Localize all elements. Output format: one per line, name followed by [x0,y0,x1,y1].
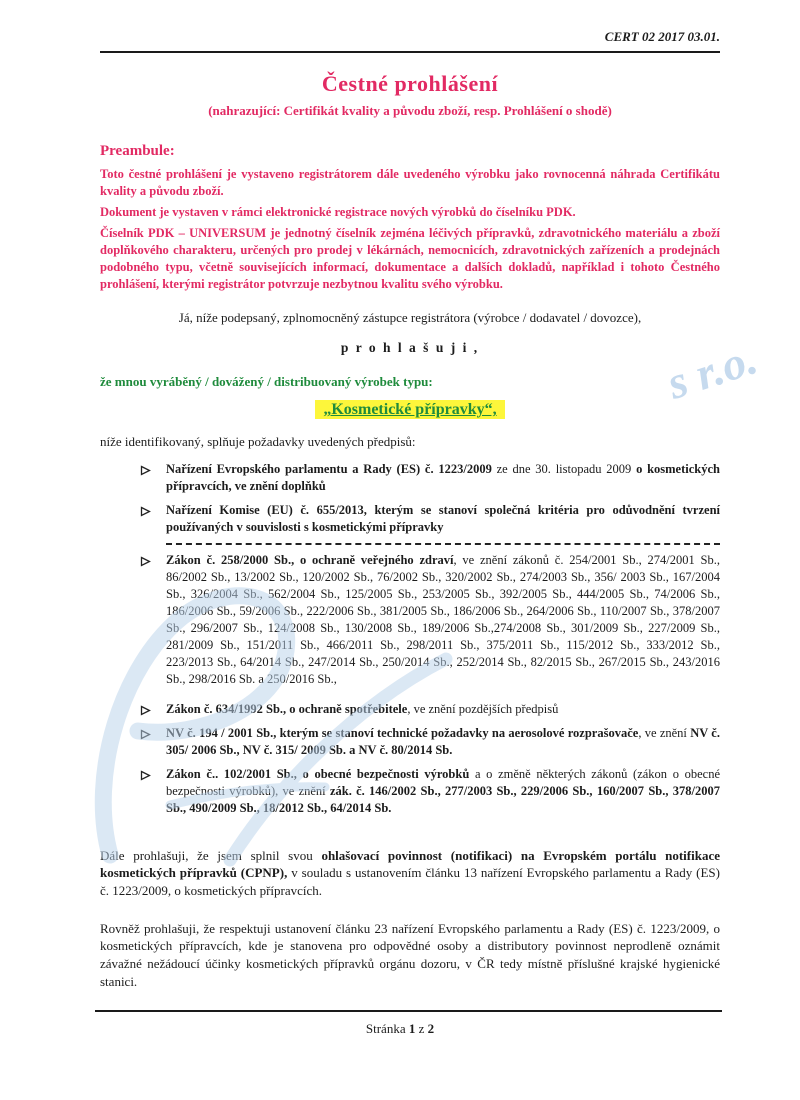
preamble-paragraph: Toto čestné prohlášení je vystaveno registrátorem dále uvedeného výrobku jako rovnocenná náhrada Certifikátu kvality a původu zboží. [100,166,720,198]
arrow-bullet-icon [140,769,151,786]
text-segment: , ve znění pozdějších předpisů [407,701,559,716]
text-segment: , ve znění [638,725,691,740]
preamble-section [100,166,720,293]
regulation-item [140,552,720,688]
product-name-highlight: „Kosmetické přípravky“, [315,400,504,419]
preamble-heading: Preambule: [100,143,175,160]
arrow-bullet-icon [140,555,151,572]
product-type-intro: že mnou vyráběný / dovážený / distribuovaný výrobek typu: [100,373,433,389]
arrow-bullet-icon [140,728,151,745]
preamble-paragraph: Číselník PDK – UNIVERSUM je jednotný číselník zejména léčivých přípravků, zdravotnického materiálu a zboží doplňkového charakteru, určených pro prodej v lékárnách, nemocnicích, zdravotnických zařízeních a prodejnách podobného typu, včetně souvisejících informací, dokumentace a dalších dokladů, například i tohoto Čestného prohlášení, kterými registrátor potvrzuje nezbytnou kvalitu svého výrobku. [100,225,720,291]
text-segment: 1 [408,1021,416,1037]
closing-section [100,847,720,991]
text-segment: o kosmetických přípravcích, ve znění doplňků [166,461,720,493]
text-segment: Dále prohlašuji, že jsem splnil svou [100,847,322,863]
text-segment: ze dne 30. listopadu 2009 [496,461,637,476]
text-segment: NV č. 305/ 2006 Sb., NV č. 315/ 2009 Sb. a NV č. 80/2014 Sb. [166,725,720,757]
regulation-item [140,461,720,495]
text-segment: zák. č. 146/2002 Sb., 277/2003 Sb., 229/2006 Sb., 160/2007 Sb., 378/2007 Sb., 490/2009 Sb., 18/2012 Sb., 64/2014 Sb. [166,783,720,815]
regulation-item [140,766,720,817]
watermark-corner-text: s r.o. [661,332,764,409]
document-code: CERT 02 2017 03.01. [604,29,720,44]
closing-paragraph: Rovněž prohlašuji, že respektuji ustanovení článku 23 nařízení Evropského parlamentu a Rady (ES) č. 1223/2009, o kosmetických přípravcích, kde je stanovena pro odpovědné osoby a distributory povinnost neprodleně oznámit závažné nežádoucí účinky kosmetických přípravků orgánu dozoru, v ČR tedy místně příslušné krajské hygienické stanici. [100,920,720,989]
page-subtitle: (nahrazující: Certifikát kvality a původu zboží, resp. Prohlášení o shodě) [208,102,612,118]
text-segment: NV č. 194 / 2001 Sb., kterým se stanoví technické požadavky na aerosolové rozprašovače [166,725,639,740]
text-segment: a o změně některých zákonů (zákon o obecné bezpečnosti výrobků), ve znění [166,766,720,798]
declaration-intro: Já, níže podepsaný, zplnomocněný zástupce registrátora (výrobce / dodavatel / dovozce), [178,309,642,325]
text-segment: Zákon č. 634/1992 Sb., o ochraně spotřebitele [166,701,408,716]
regulations-list [100,461,720,817]
declaration-verb: p r o h l a š u j i , [340,340,480,356]
text-segment: Nařízení Komise (EU) č. 655/2013, kterým se stanoví společná kritéria pro odůvodnění tvrzení používaných v souvislosti s kosmetickými přípravky [166,502,720,534]
header-divider [100,51,720,53]
product-follow-text: níže identifikovaný, splňuje požadavky uvedených předpisů: [100,434,416,450]
regulation-text [166,462,720,493]
preamble-paragraph: Dokument je vystaven v rámci elektronické registrace nových výrobků do číselníku PDK. [100,204,576,219]
text-segment: Zákon č. 258/2000 Sb., o ochraně veřejného zdraví [166,552,454,567]
text-segment: ohlašovací povinnost (notifikaci) na Evropském portálu notifikace kosmetických přípravků (CPNP), [100,847,720,881]
page-title: Čestné prohlášení [321,70,499,96]
regulation-item [140,502,720,536]
regulation-text [166,553,720,686]
page-footer [0,1020,800,1038]
arrow-bullet-icon [140,464,151,481]
dashed-separator [166,543,720,545]
text-segment: v souladu s ustanovením článku 13 nařízení Evropského parlamentu a Rady (ES) č. 1223/2009, o kosmetických přípravcích. [100,865,720,899]
text-segment: Nařízení Evropského parlamentu a Rady (ES) č. 1223/2009 [166,461,497,476]
text-segment: Zákon č.. 102/2001 Sb., o obecné bezpečnosti výrobků [166,766,470,781]
regulation-item [140,701,720,718]
product-name-row [100,399,720,421]
text-segment: , ve znění zákonů č. 254/2001 Sb., 274/2001 Sb., 86/2002 Sb., 13/2002 Sb., 120/2002 Sb., 76/2002 Sb., 320/2002 Sb., 274/2003 Sb., 356/ 2003 Sb., 167/2004 Sb., 326/2004 Sb., 562/2004 Sb., 125/2005 Sb., 253/2005 Sb., 392/2005 Sb., 444/2005 Sb., 74/2006 Sb., 186/2006 Sb., 59/2006 Sb., 222/2006 Sb., 381/2005 Sb., 186/2006 Sb., 264/2006 Sb., 110/2007 Sb., 378/2007 Sb., 296/2007 Sb., 124/2008 Sb., 130/2008 Sb., 189/2006 Sb.,274/2008 Sb., 301/2009 Sb., 227/2009 Sb., 281/2009 Sb., 151/2011 Sb., 466/2011 Sb., 298/2011 Sb., 375/2011 Sb., 115/2012 Sb., 333/2012 Sb., 223/2013 Sb., 64/2014 Sb., 247/2014 Sb., 250/2014 Sb., 252/2014 Sb., 82/2015 Sb., 267/2015 Sb., 243/2016 Sb., 298/2016 Sb. a 250/2016 Sb., [166,552,720,686]
arrow-bullet-icon [140,505,151,522]
regulation-text [166,503,720,534]
regulation-text [166,726,720,757]
text-segment: 2 [427,1021,435,1037]
text-segment: Stránka [365,1021,409,1037]
closing-paragraph [100,847,720,900]
regulation-text [166,702,558,716]
text-segment: z [415,1021,428,1037]
footer-divider [95,1010,722,1012]
arrow-bullet-icon [140,704,151,721]
regulation-text [166,767,720,815]
regulation-item [140,725,720,759]
